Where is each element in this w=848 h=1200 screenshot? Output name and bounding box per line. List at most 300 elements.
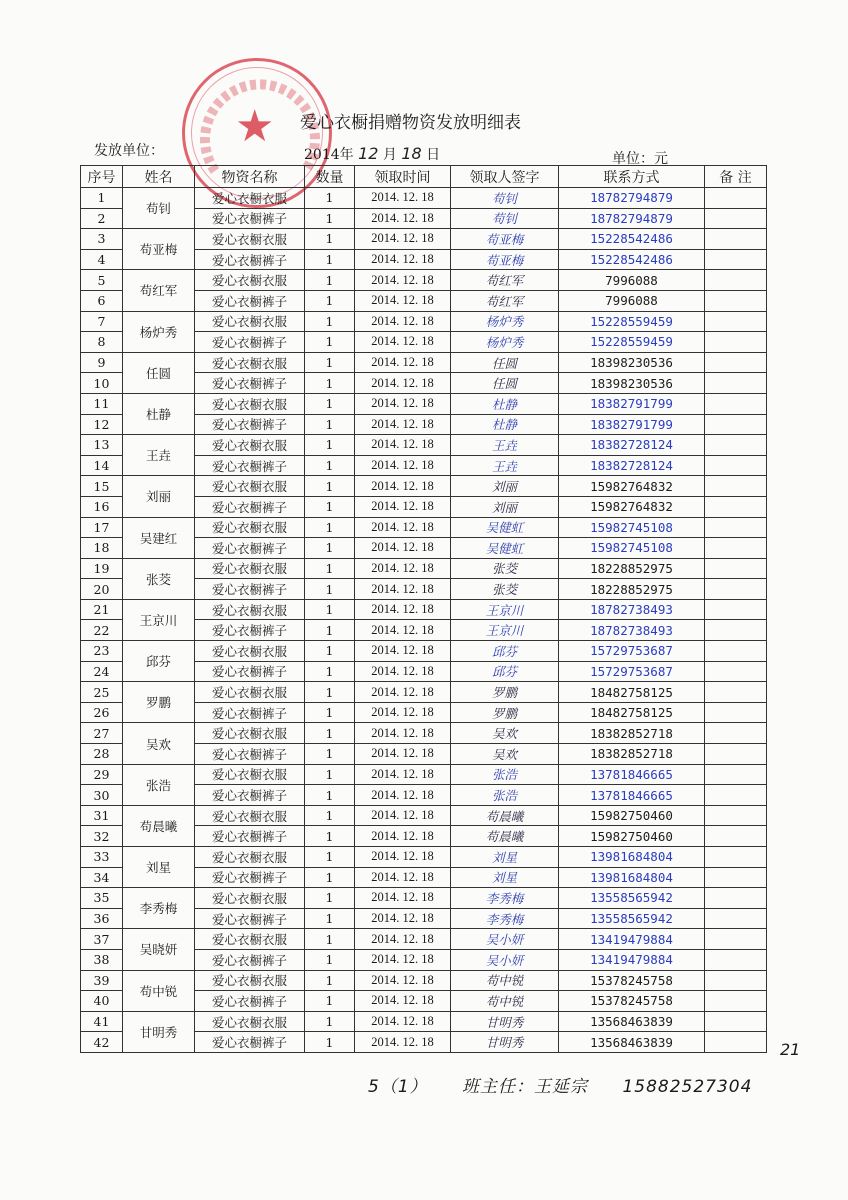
item-name: 爱心衣橱衣服 [195,682,305,703]
item-quantity: 1 [305,249,355,270]
contact-phone: 15729753687 [559,661,705,682]
row-index: 22 [81,620,123,641]
recipient-signature: 杨炉秀 [451,332,559,353]
contact-phone: 13568463839 [559,1032,705,1053]
row-index: 9 [81,352,123,373]
table-row [81,641,767,662]
remarks-cell [705,414,767,435]
row-index: 30 [81,785,123,806]
remarks-cell [705,249,767,270]
recipient-signature: 吴健虹 [451,517,559,538]
row-index: 36 [81,908,123,929]
receive-date: 2014. 12. 18 [355,311,451,332]
page-number: 21 [780,1040,801,1059]
receive-date: 2014. 12. 18 [355,496,451,517]
receive-date: 2014. 12. 18 [355,188,451,209]
table-row [81,311,767,332]
header-date: 领取时间 [355,166,451,188]
receive-date: 2014. 12. 18 [355,373,451,394]
contact-phone: 18382791799 [559,393,705,414]
recipient-name: 吴晓妍 [123,929,195,970]
receive-date: 2014. 12. 18 [355,641,451,662]
item-name: 爱心衣橱裤子 [195,538,305,559]
item-quantity: 1 [305,270,355,291]
item-name: 爱心衣橱衣服 [195,393,305,414]
remarks-cell [705,620,767,641]
recipient-name: 苟红军 [123,270,195,311]
item-quantity: 1 [305,208,355,229]
table-row [81,888,767,909]
recipient-signature: 苟中锐 [451,970,559,991]
item-quantity: 1 [305,476,355,497]
item-name: 爱心衣橱衣服 [195,270,305,291]
recipient-signature: 吴小妍 [451,949,559,970]
recipient-name: 甘明秀 [123,1011,195,1052]
contact-phone: 15982745108 [559,517,705,538]
date-day-suffix: 日 [426,147,441,163]
row-index: 32 [81,826,123,847]
item-name: 爱心衣橱衣服 [195,805,305,826]
recipient-signature: 张浩 [451,764,559,785]
recipient-name: 苟亚梅 [123,229,195,270]
item-quantity: 1 [305,311,355,332]
remarks-cell [705,496,767,517]
table-row [81,517,767,538]
contact-phone: 15982764832 [559,496,705,517]
row-index: 15 [81,476,123,497]
recipient-signature: 王京川 [451,620,559,641]
recipient-signature: 苟红军 [451,270,559,291]
item-name: 爱心衣橱裤子 [195,826,305,847]
remarks-cell [705,805,767,826]
receive-date: 2014. 12. 18 [355,702,451,723]
receive-date: 2014. 12. 18 [355,435,451,456]
table-header-row [81,166,767,188]
row-index: 39 [81,970,123,991]
item-name: 爱心衣橱裤子 [195,496,305,517]
contact-phone: 18782738493 [559,599,705,620]
remarks-cell [705,393,767,414]
recipient-signature: 吴欢 [451,723,559,744]
remarks-cell [705,538,767,559]
item-quantity: 1 [305,517,355,538]
remarks-cell [705,373,767,394]
item-quantity: 1 [305,496,355,517]
remarks-cell [705,867,767,888]
remarks-cell [705,579,767,600]
remarks-cell [705,1011,767,1032]
item-quantity: 1 [305,723,355,744]
item-quantity: 1 [305,908,355,929]
footer-grade: 5（1） [368,1077,428,1097]
item-quantity: 1 [305,682,355,703]
item-name: 爱心衣橱裤子 [195,991,305,1012]
item-name: 爱心衣橱裤子 [195,744,305,765]
remarks-cell [705,991,767,1012]
remarks-cell [705,764,767,785]
remarks-cell [705,785,767,806]
recipient-name: 杜静 [123,393,195,434]
table-row [81,270,767,291]
remarks-cell [705,949,767,970]
item-name: 爱心衣橱裤子 [195,579,305,600]
row-index: 16 [81,496,123,517]
recipient-signature: 刘星 [451,867,559,888]
contact-phone: 18482758125 [559,682,705,703]
item-quantity: 1 [305,435,355,456]
receive-date: 2014. 12. 18 [355,517,451,538]
row-index: 31 [81,805,123,826]
recipient-signature: 吴健虹 [451,538,559,559]
contact-phone: 18782794879 [559,208,705,229]
receive-date: 2014. 12. 18 [355,538,451,559]
receive-date: 2014. 12. 18 [355,682,451,703]
contact-phone: 18382728124 [559,455,705,476]
table-row [81,723,767,744]
receive-date: 2014. 12. 18 [355,805,451,826]
row-index: 19 [81,558,123,579]
recipient-signature: 苟钊 [451,208,559,229]
row-index: 20 [81,579,123,600]
item-name: 爱心衣橱衣服 [195,558,305,579]
remarks-cell [705,517,767,538]
item-name: 爱心衣橱裤子 [195,785,305,806]
remarks-cell [705,682,767,703]
receive-date: 2014. 12. 18 [355,249,451,270]
row-index: 10 [81,373,123,394]
table-row [81,764,767,785]
item-name: 爱心衣橱衣服 [195,723,305,744]
header-name: 姓名 [123,166,195,188]
item-name: 爱心衣橱裤子 [195,208,305,229]
table-row [81,805,767,826]
table-row [81,682,767,703]
contact-phone: 15982750460 [559,826,705,847]
row-index: 7 [81,311,123,332]
remarks-cell [705,352,767,373]
recipient-signature: 刘丽 [451,496,559,517]
distribution-table [80,165,767,1053]
item-quantity: 1 [305,332,355,353]
receive-date: 2014. 12. 18 [355,393,451,414]
receive-date: 2014. 12. 18 [355,949,451,970]
item-quantity: 1 [305,414,355,435]
receive-date: 2014. 12. 18 [355,908,451,929]
contact-phone: 13781846665 [559,785,705,806]
recipient-name: 张浩 [123,764,195,805]
receive-date: 2014. 12. 18 [355,764,451,785]
contact-phone: 18782738493 [559,620,705,641]
receive-date: 2014. 12. 18 [355,970,451,991]
receive-date: 2014. 12. 18 [355,558,451,579]
receive-date: 2014. 12. 18 [355,723,451,744]
receive-date: 2014. 12. 18 [355,620,451,641]
receive-date: 2014. 12. 18 [355,208,451,229]
date-year: 2014年 [304,147,354,163]
item-name: 爱心衣橱裤子 [195,249,305,270]
contact-phone: 18482758125 [559,702,705,723]
recipient-signature: 罗鹏 [451,702,559,723]
item-quantity: 1 [305,991,355,1012]
remarks-cell [705,888,767,909]
receive-date: 2014. 12. 18 [355,929,451,950]
item-quantity: 1 [305,702,355,723]
item-quantity: 1 [305,785,355,806]
item-quantity: 1 [305,949,355,970]
row-index: 33 [81,847,123,868]
item-quantity: 1 [305,970,355,991]
recipient-signature: 罗鹏 [451,682,559,703]
table-row [81,1011,767,1032]
contact-phone: 13781846665 [559,764,705,785]
row-index: 37 [81,929,123,950]
item-quantity: 1 [305,888,355,909]
receive-date: 2014. 12. 18 [355,476,451,497]
item-quantity: 1 [305,1011,355,1032]
contact-phone: 18228852975 [559,579,705,600]
item-quantity: 1 [305,393,355,414]
header-signature: 领取人签字 [451,166,559,188]
remarks-cell [705,290,767,311]
contact-phone: 15228542486 [559,229,705,250]
header-index: 序号 [81,166,123,188]
item-name: 爱心衣橱裤子 [195,620,305,641]
item-quantity: 1 [305,599,355,620]
remarks-cell [705,208,767,229]
recipient-signature: 王垚 [451,435,559,456]
recipient-signature: 杨炉秀 [451,311,559,332]
remarks-cell [705,558,767,579]
recipient-signature: 王垚 [451,455,559,476]
contact-phone: 13419479884 [559,929,705,950]
row-index: 41 [81,1011,123,1032]
recipient-signature: 张浩 [451,785,559,806]
header-quantity: 数量 [305,166,355,188]
row-index: 8 [81,332,123,353]
table-row [81,970,767,991]
contact-phone: 13558565942 [559,908,705,929]
remarks-cell [705,826,767,847]
recipient-name: 刘丽 [123,476,195,517]
row-index: 12 [81,414,123,435]
item-quantity: 1 [305,538,355,559]
receive-date: 2014. 12. 18 [355,270,451,291]
recipient-name: 张茭 [123,558,195,599]
currency-unit-label: 单位：元 [612,151,668,167]
contact-phone: 18382728124 [559,435,705,456]
contact-phone: 15982745108 [559,538,705,559]
item-name: 爱心衣橱裤子 [195,867,305,888]
item-name: 爱心衣橱衣服 [195,352,305,373]
item-name: 爱心衣橱裤子 [195,455,305,476]
recipient-signature: 张茭 [451,558,559,579]
row-index: 23 [81,641,123,662]
recipient-signature: 吴欢 [451,744,559,765]
item-name: 爱心衣橱裤子 [195,908,305,929]
contact-phone: 13981684804 [559,867,705,888]
row-index: 14 [81,455,123,476]
contact-phone: 18228852975 [559,558,705,579]
receive-date: 2014. 12. 18 [355,352,451,373]
row-index: 6 [81,290,123,311]
row-index: 24 [81,661,123,682]
item-quantity: 1 [305,1032,355,1053]
item-name: 爱心衣橱衣服 [195,970,305,991]
recipient-signature: 李秀梅 [451,908,559,929]
distribution-date [304,144,440,164]
contact-phone: 13568463839 [559,1011,705,1032]
remarks-cell [705,702,767,723]
contact-phone: 18382852718 [559,723,705,744]
footer-teacher: 班主任：王延宗 [462,1077,589,1097]
header-remarks: 备 注 [705,166,767,188]
receive-date: 2014. 12. 18 [355,888,451,909]
row-index: 28 [81,744,123,765]
item-name: 爱心衣橱裤子 [195,949,305,970]
item-name: 爱心衣橱衣服 [195,764,305,785]
item-quantity: 1 [305,847,355,868]
table-row [81,929,767,950]
item-name: 爱心衣橱衣服 [195,517,305,538]
header-item: 物资名称 [195,166,305,188]
item-name: 爱心衣橱衣服 [195,188,305,209]
recipient-name: 苟中锐 [123,970,195,1011]
remarks-cell [705,476,767,497]
receive-date: 2014. 12. 18 [355,991,451,1012]
table-row [81,352,767,373]
table-row [81,599,767,620]
row-index: 1 [81,188,123,209]
item-name: 爱心衣橱衣服 [195,847,305,868]
row-index: 2 [81,208,123,229]
item-quantity: 1 [305,661,355,682]
table-row [81,188,767,209]
table-row [81,229,767,250]
recipient-signature: 任圆 [451,352,559,373]
receive-date: 2014. 12. 18 [355,867,451,888]
page-title: 爱心衣橱捐赠物资发放明细表 [300,113,521,133]
row-index: 3 [81,229,123,250]
remarks-cell [705,435,767,456]
receive-date: 2014. 12. 18 [355,579,451,600]
row-index: 11 [81,393,123,414]
receive-date: 2014. 12. 18 [355,661,451,682]
date-month: 12 [358,144,379,163]
item-name: 爱心衣橱裤子 [195,702,305,723]
receive-date: 2014. 12. 18 [355,455,451,476]
remarks-cell [705,455,767,476]
handwritten-footer [368,1072,780,1097]
table-row [81,558,767,579]
recipient-signature: 刘星 [451,847,559,868]
remarks-cell [705,229,767,250]
recipient-signature: 吴小妍 [451,929,559,950]
item-name: 爱心衣橱衣服 [195,1011,305,1032]
recipient-signature: 李秀梅 [451,888,559,909]
recipient-signature: 苟亚梅 [451,229,559,250]
contact-phone: 7996088 [559,290,705,311]
table-row [81,435,767,456]
item-quantity: 1 [305,352,355,373]
recipient-signature: 苟晨曦 [451,826,559,847]
remarks-cell [705,970,767,991]
table-row [81,476,767,497]
item-quantity: 1 [305,455,355,476]
row-index: 18 [81,538,123,559]
receive-date: 2014. 12. 18 [355,290,451,311]
contact-phone: 15982750460 [559,805,705,826]
item-name: 爱心衣橱衣服 [195,229,305,250]
item-name: 爱心衣橱衣服 [195,435,305,456]
contact-phone: 15228542486 [559,249,705,270]
item-quantity: 1 [305,620,355,641]
item-quantity: 1 [305,229,355,250]
recipient-signature: 杜静 [451,414,559,435]
contact-phone: 15729753687 [559,641,705,662]
item-quantity: 1 [305,373,355,394]
seal-star-icon: ★ [235,101,275,152]
date-day: 18 [401,144,422,163]
remarks-cell [705,311,767,332]
row-index: 27 [81,723,123,744]
recipient-signature: 邱芬 [451,661,559,682]
recipient-name: 吴建红 [123,517,195,558]
recipient-name: 刘星 [123,847,195,888]
remarks-cell [705,599,767,620]
item-name: 爱心衣橱衣服 [195,311,305,332]
recipient-name: 杨炉秀 [123,311,195,352]
recipient-signature: 苟红军 [451,290,559,311]
remarks-cell [705,1032,767,1053]
remarks-cell [705,908,767,929]
recipient-name: 苟钊 [123,188,195,229]
receive-date: 2014. 12. 18 [355,1011,451,1032]
table-body [81,188,767,1053]
distribution-unit-label: 发放单位： [94,143,164,159]
recipient-signature: 苟中锐 [451,991,559,1012]
recipient-signature: 邱芬 [451,641,559,662]
contact-phone: 13558565942 [559,888,705,909]
recipient-signature: 苟钊 [451,188,559,209]
receive-date: 2014. 12. 18 [355,847,451,868]
item-quantity: 1 [305,826,355,847]
contact-phone: 18782794879 [559,188,705,209]
remarks-cell [705,332,767,353]
item-name: 爱心衣橱衣服 [195,476,305,497]
footer-phone: 15882527304 [622,1077,753,1097]
row-index: 29 [81,764,123,785]
item-quantity: 1 [305,188,355,209]
date-month-suffix: 月 [382,147,397,163]
table-row [81,393,767,414]
contact-phone: 15378245758 [559,970,705,991]
item-quantity: 1 [305,579,355,600]
contact-phone: 18382852718 [559,744,705,765]
item-quantity: 1 [305,744,355,765]
remarks-cell [705,188,767,209]
receive-date: 2014. 12. 18 [355,414,451,435]
item-name: 爱心衣橱衣服 [195,599,305,620]
recipient-signature: 杜静 [451,393,559,414]
row-index: 17 [81,517,123,538]
remarks-cell [705,847,767,868]
receive-date: 2014. 12. 18 [355,744,451,765]
recipient-name: 李秀梅 [123,888,195,929]
row-index: 5 [81,270,123,291]
recipient-name: 王垚 [123,435,195,476]
header-contact: 联系方式 [559,166,705,188]
remarks-cell [705,270,767,291]
